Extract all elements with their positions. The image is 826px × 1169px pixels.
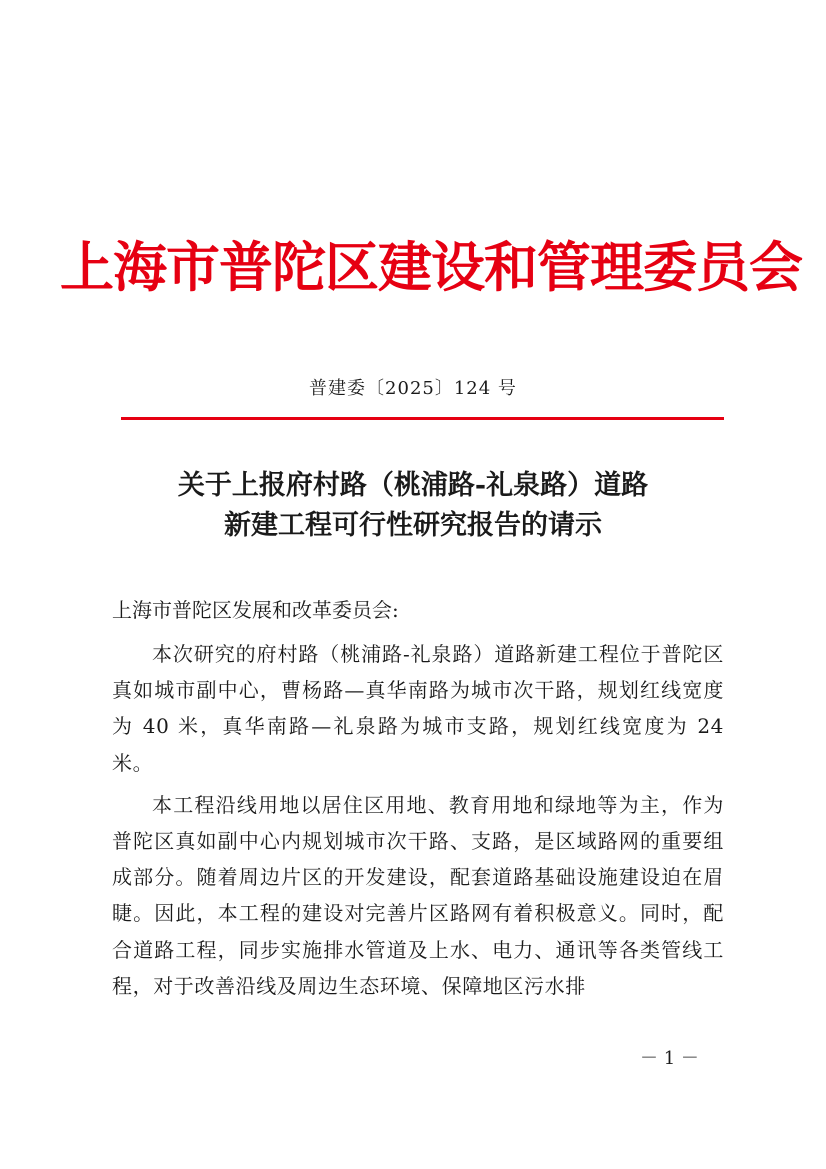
body-text (112, 636, 724, 1010)
title-line-1: 关于上报府村路（桃浦路-礼泉路）道路 (177, 470, 649, 501)
page-number: － 1 － (640, 1048, 699, 1069)
issuer-masthead: 上海市普陀区建设和管理委员会 (60, 235, 802, 299)
document-number: 普建委〔2025〕124 号 (309, 378, 517, 399)
document-title (80, 466, 746, 546)
red-divider-line (121, 417, 724, 420)
salutation: 上海市普陀区发展和改革委员会: (112, 598, 399, 622)
paragraph-1: 本次研究的府村路（桃浦路-礼泉路）道路新建工程位于普陀区真如城市副中心，曹杨路—真华南路为城市次干路，规划红线宽度为 40 米，真华南路—礼泉路为城市支路，规划红线宽度为 24 米。 (112, 642, 724, 775)
title-line-2: 新建工程可行性研究报告的请示 (224, 510, 602, 541)
paragraph-2: 本工程沿线用地以居住区用地、教育用地和绿地等为主，作为普陀区真如副中心内规划城市次干路、支路，是区域路网的重要组成部分。随着周边片区的开发建设，配套道路基础设施建设迫在眉睫。因此，本工程的建设对完善片区路网有着积极意义。同时，配合道路工程，同步实施排水管道及上水、电力、通讯等各类管线工程，对于改善沿线及周边生态环境、保障地区污水排 (112, 792, 724, 998)
